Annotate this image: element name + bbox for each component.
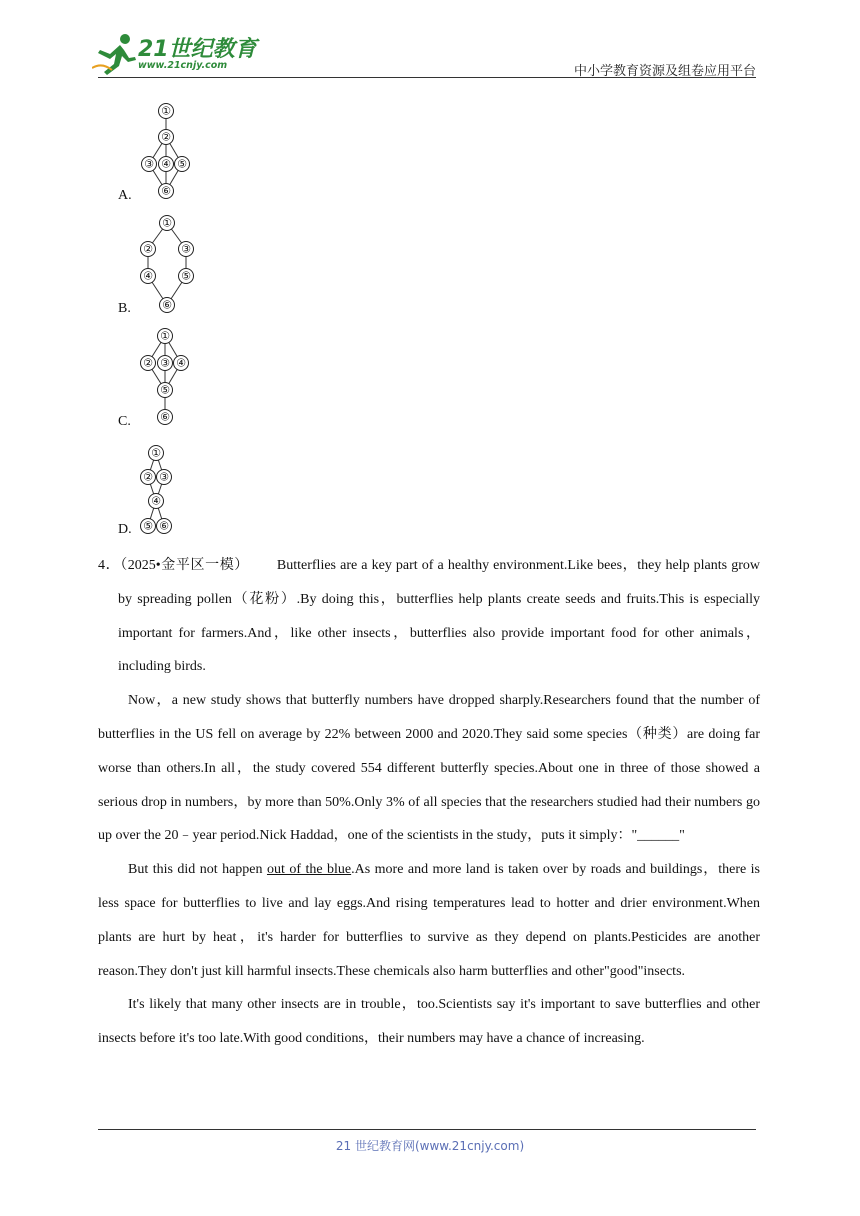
node-1 bbox=[160, 216, 175, 231]
option-d-diagram bbox=[138, 444, 178, 536]
underlined-phrase: out of the blue bbox=[266, 862, 352, 878]
logo-url-text: www.21cnjy.com bbox=[138, 60, 228, 71]
svg-text:⑤: ⑤ bbox=[160, 383, 170, 397]
header-divider bbox=[98, 77, 756, 78]
option-b-diagram bbox=[138, 214, 196, 314]
svg-text:⑤: ⑤ bbox=[143, 519, 153, 533]
node-1 bbox=[149, 446, 164, 461]
svg-text:②: ② bbox=[143, 356, 153, 370]
node-4 bbox=[159, 157, 174, 172]
svg-text:⑥: ⑥ bbox=[162, 298, 172, 312]
svg-text:①: ① bbox=[160, 329, 170, 343]
option-a-label[interactable]: A. bbox=[118, 188, 132, 203]
svg-text:③: ③ bbox=[181, 242, 191, 256]
node-3 bbox=[157, 470, 172, 485]
option-a-diagram bbox=[140, 102, 192, 200]
node-5 bbox=[141, 519, 156, 534]
passage-paragraph-1 bbox=[98, 549, 760, 684]
svg-text:⑥: ⑥ bbox=[159, 519, 169, 533]
svg-text:③: ③ bbox=[160, 356, 170, 370]
node-4 bbox=[174, 356, 189, 371]
node-5 bbox=[158, 383, 173, 398]
svg-text:①: ① bbox=[151, 446, 161, 460]
svg-text:⑤: ⑤ bbox=[181, 269, 191, 283]
node-2 bbox=[141, 470, 156, 485]
runner-logo-icon bbox=[92, 32, 138, 76]
svg-text:④: ④ bbox=[176, 356, 186, 370]
node-3 bbox=[158, 356, 173, 371]
question-number: 4． bbox=[98, 558, 121, 573]
node-5 bbox=[179, 269, 194, 284]
node-1 bbox=[158, 329, 173, 344]
svg-text:⑥: ⑥ bbox=[160, 410, 170, 424]
site-logo bbox=[92, 32, 262, 78]
svg-text:①: ① bbox=[162, 216, 172, 230]
footer-divider bbox=[98, 1129, 756, 1130]
node-1 bbox=[159, 104, 174, 119]
page-header bbox=[0, 0, 860, 80]
svg-text:④: ④ bbox=[143, 269, 153, 283]
svg-text:⑥: ⑥ bbox=[161, 184, 171, 198]
svg-text:⑤: ⑤ bbox=[177, 157, 187, 171]
svg-text:②: ② bbox=[161, 130, 171, 144]
node-4 bbox=[141, 269, 156, 284]
svg-text:④: ④ bbox=[161, 157, 171, 171]
svg-text:①: ① bbox=[161, 104, 171, 118]
node-3 bbox=[142, 157, 157, 172]
paragraph-1-text: Butterflies are a key part of a healthy environment.Like bees，they help plants grow by spreading pollen（花粉）.By doing this，butterflies help plants create seeds and fruits.This is especially important for farmers.And，like other insects，butterflies also provide important food for other animals，including birds. bbox=[118, 558, 760, 675]
node-6 bbox=[160, 298, 175, 313]
node-3 bbox=[179, 242, 194, 257]
svg-text:③: ③ bbox=[159, 470, 169, 484]
node-5 bbox=[175, 157, 190, 172]
option-c-label[interactable]: C. bbox=[118, 414, 131, 429]
footer-link[interactable]: 21 世纪教育网(www.21cnjy.com) bbox=[335, 1139, 525, 1153]
svg-text:②: ② bbox=[143, 470, 153, 484]
option-d-label[interactable]: D. bbox=[118, 522, 132, 537]
option-c-diagram bbox=[140, 327, 192, 427]
question-source: （2025•金平区一模） bbox=[120, 558, 249, 573]
svg-text:④: ④ bbox=[151, 494, 161, 508]
node-6 bbox=[157, 519, 172, 534]
node-6 bbox=[158, 410, 173, 425]
passage-paragraph-4: It's likely that many other insects are in trouble，too.Scientists say it's important to save butterflies and other insects before it's too late.With good conditions，their numbers may have a chance of increasing. bbox=[98, 997, 760, 1047]
svg-text:②: ② bbox=[143, 242, 153, 256]
question-4 bbox=[98, 549, 760, 1056]
logo-main-text: 21世纪教育 bbox=[138, 37, 257, 62]
svg-text:③: ③ bbox=[144, 157, 154, 171]
passage-paragraph-2: Now，a new study shows that butterfly numbers have dropped sharply.Researchers found that the number of butterflies in the US fell on average by 22% between 2000 and 2020.They said some species（种类）are doing far worse than others.In all，the study covered 554 different butterfly species.About one in three of those showed a serious drop in numbers，by more than 50%.Only 3% of all species that the researchers studied had their numbers go up over the 20﹣year period.Nick Haddad，one of the scientists in the study，puts it simply："______" bbox=[98, 693, 760, 844]
passage-paragraph-3: But this did not happen out of the blue.As more and more land is taken over by roads and buildings，there is less space for butterflies to live and lay eggs.And rising temperatures lead to hotter and drier environment.When plants are hurt by heat，it's harder for butterflies to survive as they depend on plants.Pesticides are another reason.They don't just kill harmful insects.These chemicals also harm butterflies and other"good"insects. bbox=[98, 862, 760, 979]
node-2 bbox=[141, 242, 156, 257]
option-b-label[interactable]: B. bbox=[118, 301, 131, 316]
platform-name: 中小学教育资源及组卷应用平台 bbox=[573, 64, 756, 79]
node-6 bbox=[159, 184, 174, 199]
node-4 bbox=[149, 494, 164, 509]
node-2 bbox=[159, 130, 174, 145]
node-2 bbox=[141, 356, 156, 371]
